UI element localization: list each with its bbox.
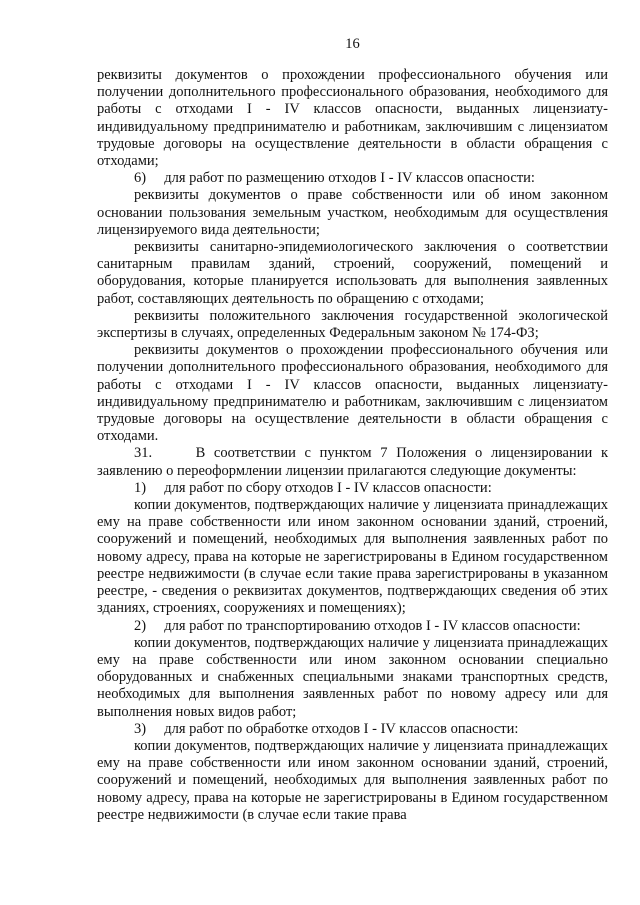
paragraph: реквизиты положительного заключения государственной экологической экспертизы в случаях, определенных Федеральным законом № 174-ФЗ; bbox=[97, 307, 612, 342]
paragraph: копии документов, подтверждающих наличие у лицензиата принадлежащих ему на праве собственности или ином законном основании зданий, строений, сооружений и помещений, необходимых для выполнения заявленных работ по новому адресу, права на которые не зарегистрированы в Едином государственном реестре недвижимости (в случае если такие права bbox=[97, 737, 612, 823]
paragraph: реквизиты документов о прохождении профессионального обучения или получении дополнительного профессионального образования, необходимого для работы с отходами I - IV классов опасности, выданных лицензиату-индивидуальному предпринимателю и работникам, заключившим с лицензиатом трудовые договоры на осуществление деятельности в области обращения с отходами. bbox=[97, 342, 612, 445]
paragraph: реквизиты документов о праве собственности или об ином законном основании пользования земельным участком, необходимым для осуществления лицензируемого вида деятельности; bbox=[97, 187, 612, 238]
document-body bbox=[97, 67, 612, 824]
paragraph: копии документов, подтверждающих наличие у лицензиата принадлежащих ему на праве собственности или ином законном основании зданий, строений, сооружений и помещений, необходимых для выполнения заявленных работ по новому адресу, права на которые не зарегистрированы в Едином государственном реестре недвижимости (в случае если такие права зарегистрированы в указанном реестре, - сведения о реквизитах документов, подтверждающих сведения об этих зданиях, строениях, сооружениях и помещениях); bbox=[97, 497, 612, 617]
paragraph: 2) для работ по транспортированию отходов I - IV классов опасности: bbox=[134, 617, 581, 634]
paragraph: копии документов, подтверждающих наличие у лицензиата принадлежащих ему на праве собственности или ином законном основании специально оборудованных и снабженных специальными знаками транспортных средств, необходимых для выполнения заявленных работ по новому адресу или для выполнения новых видов работ; bbox=[97, 634, 612, 720]
paragraph: 6) для работ по размещению отходов I - IV классов опасности: bbox=[134, 170, 535, 187]
paragraph: реквизиты санитарно-эпидемиологического заключения о соответствии санитарным правилам зданий, строений, сооружений, помещений и оборудования, которые планируется использовать для выполнения заявленных работ, составляющих деятельность по обращению с отходами; bbox=[97, 239, 612, 307]
paragraph: реквизиты документов о прохождении профессионального обучения или получении дополнительного профессионального образования, необходимого для работы с отходами I - IV классов опасности, выданных лицензиату-индивидуальному предпринимателю и работникам, заключившим с лицензиатом трудовые договоры на осуществление деятельности в области обращения с отходами; bbox=[97, 67, 612, 170]
paragraph: 3) для работ по обработке отходов I - IV классов опасности: bbox=[134, 720, 519, 737]
paragraph: 31. В соответствии с пунктом 7 Положения о лицензировании к заявлению о переоформлении лицензии прилагаются следующие документы: bbox=[97, 445, 612, 479]
page-number: 16 bbox=[345, 36, 360, 52]
paragraph: 1) для работ по сбору отходов I - IV классов опасности: bbox=[134, 479, 492, 496]
